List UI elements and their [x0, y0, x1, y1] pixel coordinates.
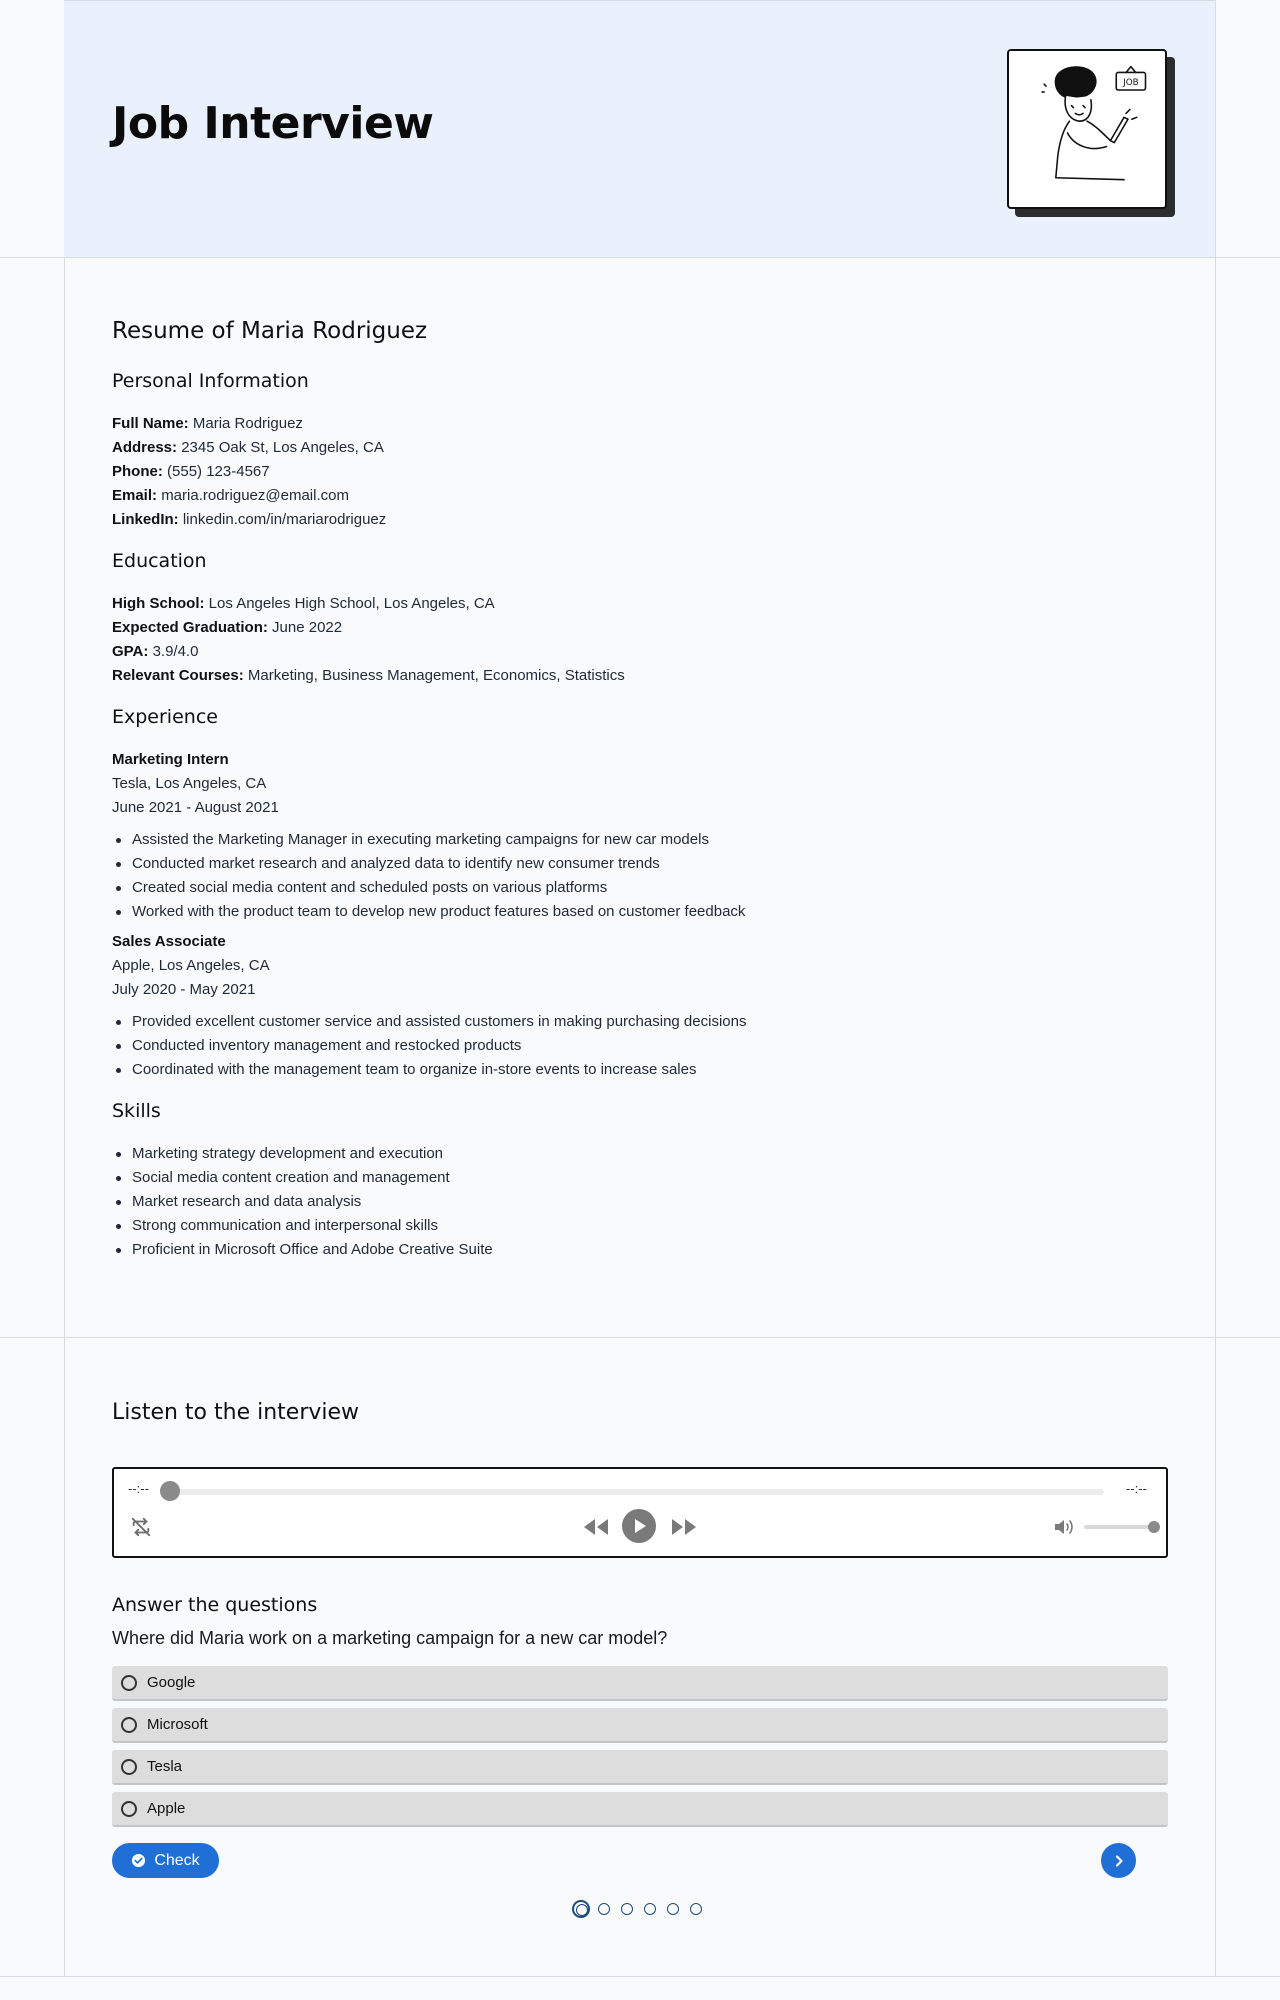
- section-divider: [0, 1337, 1280, 1338]
- question-pagination: [572, 1900, 713, 1918]
- radio-button[interactable]: [121, 1801, 137, 1817]
- page-dot-4[interactable]: [644, 1903, 656, 1915]
- volume-icon[interactable]: [1052, 1516, 1076, 1543]
- footer-divider: [0, 1976, 1280, 1977]
- page-title: Job Interview: [112, 98, 434, 149]
- job-duties-list: [112, 828, 1168, 924]
- list-item: Coordinated with the management team to organize in-store events to increase sales: [112, 1058, 1168, 1082]
- seek-handle[interactable]: [160, 1481, 180, 1501]
- header-divider: [0, 257, 1280, 258]
- answer-option-google[interactable]: [112, 1666, 1168, 1701]
- seek-bar[interactable]: [172, 1489, 1104, 1495]
- address-row: Address: 2345 Oak St, Los Angeles, CA: [112, 439, 384, 456]
- volume-handle[interactable]: [1148, 1521, 1160, 1533]
- right-guide-line: [1215, 0, 1216, 1976]
- check-circle-icon: [131, 1853, 146, 1868]
- chevron-right-icon: [1112, 1854, 1126, 1868]
- option-label: Apple: [147, 1800, 186, 1817]
- personal-info-heading: Personal Information: [112, 370, 309, 392]
- gpa-row: GPA: 3.9/4.0: [112, 643, 199, 660]
- listen-title: Listen to the interview: [112, 1400, 360, 1425]
- resume-section: [112, 318, 1168, 1268]
- quiz-title: Answer the questions: [112, 1594, 318, 1616]
- answer-option-tesla[interactable]: [112, 1750, 1168, 1785]
- courses-row: Relevant Courses: Marketing, Business Management, Economics, Statistics: [112, 667, 625, 684]
- current-time: --:--: [128, 1481, 149, 1496]
- radio-button[interactable]: [121, 1717, 137, 1733]
- high-school-row: High School: Los Angeles High School, Los Angeles, CA: [112, 595, 495, 612]
- personal-info-list: [112, 412, 1168, 532]
- list-item: Social media content creation and management: [112, 1166, 1168, 1190]
- job-company: Apple, Los Angeles, CA: [112, 957, 270, 974]
- job-company: Tesla, Los Angeles, CA: [112, 775, 267, 792]
- option-label: Google: [147, 1674, 196, 1691]
- list-item: Conducted market research and analyzed data to identify new consumer trends: [112, 852, 1168, 876]
- education-list: [112, 592, 1168, 688]
- job-dates: June 2021 - August 2021: [112, 799, 279, 816]
- page-dot-6[interactable]: [690, 1903, 702, 1915]
- graduation-row: Expected Graduation: June 2022: [112, 619, 343, 636]
- rewind-icon[interactable]: [582, 1516, 610, 1543]
- audio-player: [112, 1467, 1168, 1558]
- option-label: Tesla: [147, 1758, 183, 1775]
- volume-slider[interactable]: [1084, 1525, 1156, 1529]
- radio-button[interactable]: [121, 1675, 137, 1691]
- education-heading: Education: [112, 550, 207, 572]
- svg-text:JOB: JOB: [1123, 78, 1139, 89]
- job-dates: July 2020 - May 2021: [112, 981, 256, 998]
- play-button[interactable]: [622, 1509, 656, 1548]
- skills-list: [112, 1142, 1168, 1262]
- repeat-off-icon[interactable]: [130, 1516, 152, 1543]
- list-item: Worked with the product team to develop new product features based on customer feedback: [112, 900, 1168, 924]
- job-duties-list: [112, 1010, 1168, 1082]
- list-item: Created social media content and scheduled posts on various platforms: [112, 876, 1168, 900]
- phone-row: Phone: (555) 123-4567: [112, 463, 270, 480]
- experience-heading: Experience: [112, 706, 218, 728]
- email-row: Email: maria.rodriguez@email.com: [112, 487, 349, 504]
- list-item: Market research and data analysis: [112, 1190, 1168, 1214]
- list-item: Strong communication and interpersonal skills: [112, 1214, 1168, 1238]
- job-title: Sales Associate: [112, 933, 226, 950]
- list-item: Marketing strategy development and execution: [112, 1142, 1168, 1166]
- duration-time: --:--: [1126, 1481, 1147, 1496]
- option-label: Microsoft: [147, 1716, 208, 1733]
- list-item: Provided excellent customer service and assisted customers in making purchasing decisions: [112, 1010, 1168, 1034]
- next-question-button[interactable]: [1101, 1843, 1136, 1878]
- question-text: Where did Maria work on a marketing campaign for a new car model?: [112, 1628, 668, 1648]
- page-dot-3[interactable]: [621, 1903, 633, 1915]
- skills-heading: Skills: [112, 1100, 161, 1122]
- check-button[interactable]: [112, 1843, 219, 1878]
- resume-title: Resume of Maria Rodriguez: [112, 318, 428, 344]
- radio-button[interactable]: [121, 1759, 137, 1775]
- page-dot-5[interactable]: [667, 1903, 679, 1915]
- check-button-label: Check: [154, 1851, 200, 1869]
- page-dot-2[interactable]: [598, 1903, 610, 1915]
- job-title: Marketing Intern: [112, 751, 229, 768]
- answer-option-microsoft[interactable]: [112, 1708, 1168, 1743]
- person-writing-job-illustration: [1007, 49, 1167, 209]
- experience-job-2: [112, 930, 1168, 1082]
- answer-options: [112, 1666, 1168, 1834]
- left-guide-line: [64, 0, 65, 1976]
- linkedin-row: LinkedIn: linkedin.com/in/mariarodriguez: [112, 511, 387, 528]
- list-item: Conducted inventory management and restocked products: [112, 1034, 1168, 1058]
- page-dot-1[interactable]: [572, 1900, 590, 1918]
- full-name-row: Full Name: Maria Rodriguez: [112, 415, 303, 432]
- list-item: Proficient in Microsoft Office and Adobe Creative Suite: [112, 1238, 1168, 1262]
- experience-job-1: [112, 748, 1168, 924]
- list-item: Assisted the Marketing Manager in executing marketing campaigns for new car models: [112, 828, 1168, 852]
- fast-forward-icon[interactable]: [670, 1516, 698, 1543]
- answer-option-apple[interactable]: [112, 1792, 1168, 1827]
